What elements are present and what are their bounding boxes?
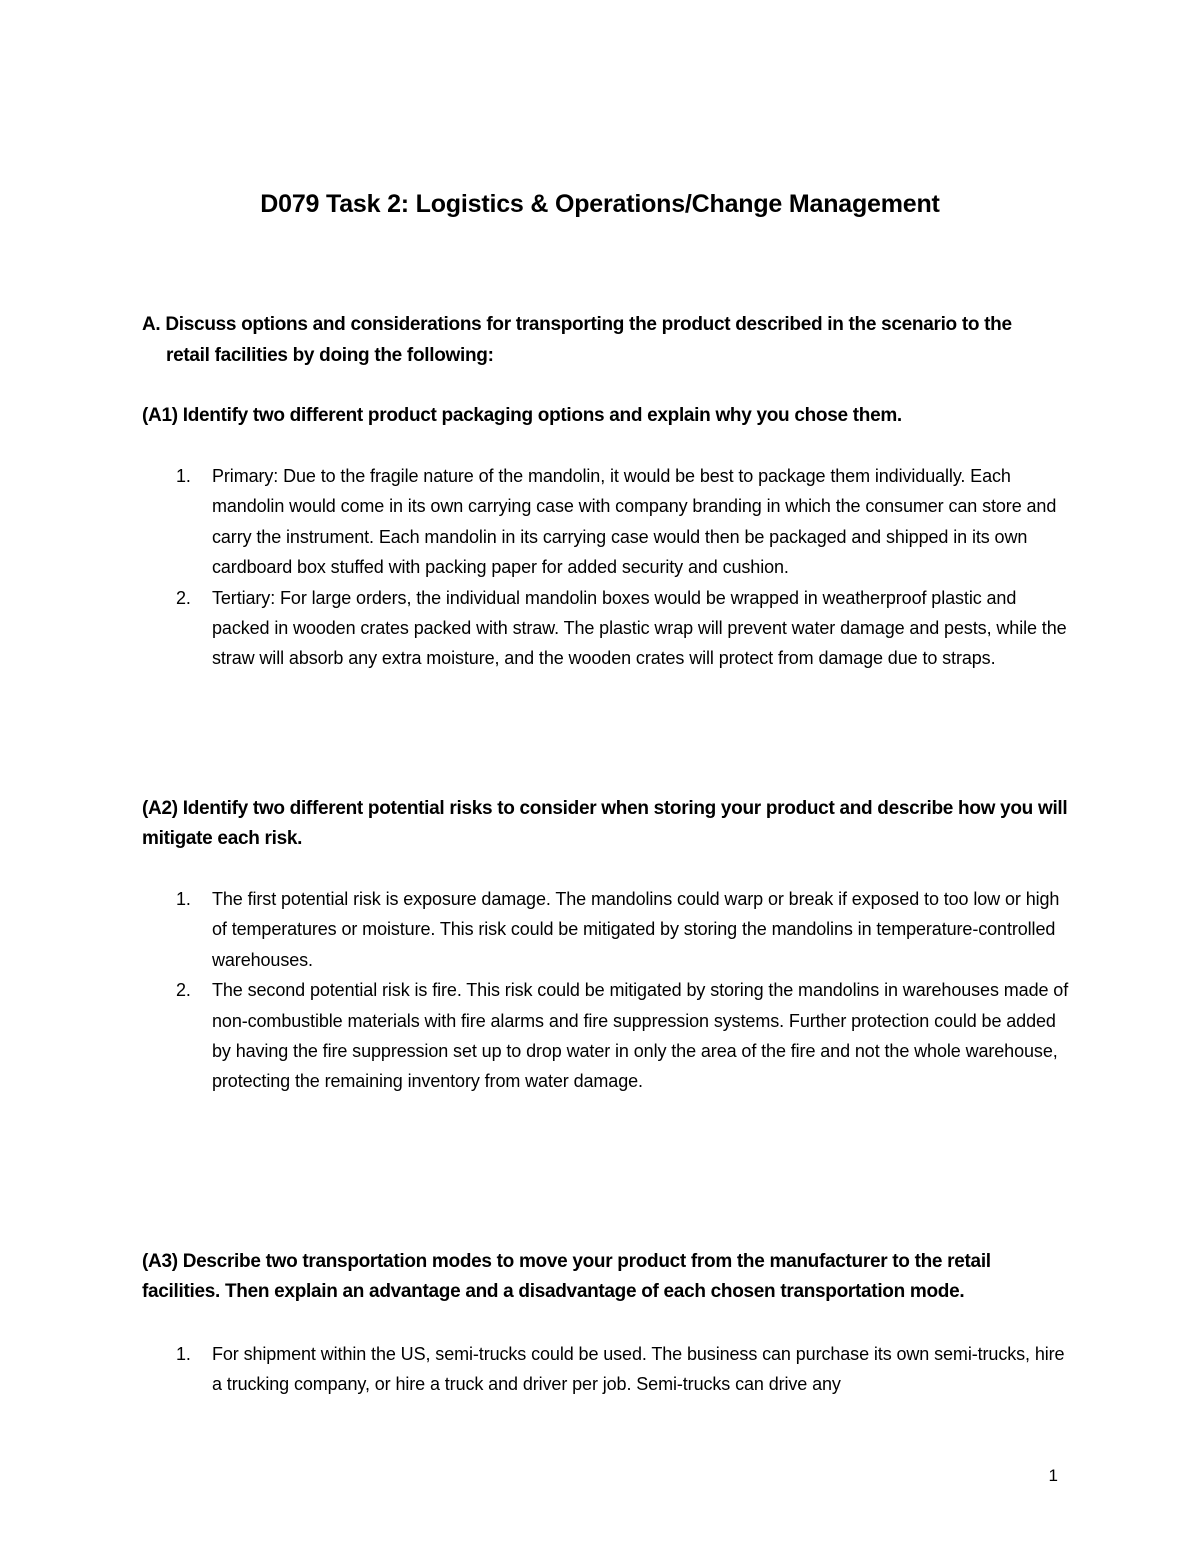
list-item-text: The second potential risk is fire. This risk could be mitigated by storing the mandolins in warehouses made of non-combustible materials with fire alarms and fire suppression systems. Further protection could be added by having the fire suppression set up to drop water in only the area of the fire and not the whole warehouse, protecting the remaining inventory from water damage.	[212, 980, 1069, 1092]
a1-list	[142, 461, 1072, 674]
a1-heading: (A1) Identify two different product packaging options and explain why you chose them.	[142, 405, 902, 426]
document-title: D079 Task 2: Logistics & Operations/Change Management	[260, 190, 940, 218]
list-item	[142, 1339, 1072, 1400]
a3-list	[142, 1339, 1072, 1400]
list-item-text: Primary: Due to the fragile nature of the mandolin, it would be best to package them individually. Each mandolin would come in its own carrying case with company branding in which the consumer can store and carry the instrument. Each mandolin in its carrying case would then be packaged and shipped in its own cardboard box stuffed with packing paper for added security and cushion.	[212, 466, 1057, 578]
list-number: 1.	[176, 1344, 191, 1364]
list-item	[142, 884, 1072, 975]
list-item	[142, 461, 1072, 583]
list-item	[142, 975, 1072, 1097]
list-number: 2.	[176, 587, 191, 608]
list-item-text: Tertiary: For large orders, the individual mandolin boxes would be wrapped in weatherproof plastic and packed in wooden crates packed with straw. The plastic wrap will prevent water damage and pests, while the straw will absorb any extra moisture, and the wooden crates will protect from damage due to straps.	[212, 587, 1067, 669]
a2-list	[142, 884, 1072, 1097]
list-item-text: The first potential risk is exposure damage. The mandolins could warp or break if exposed to too low or high of temperatures or moisture. This risk could be mitigated by storing the mandolins in temperature-controlled warehouses.	[212, 889, 1060, 970]
list-item-text: For shipment within the US, semi-trucks could be used. The business can purchase its own semi-trucks, hire a trucking company, or hire a truck and driver per job. Semi-trucks can drive any	[212, 1344, 1065, 1395]
section-a-line-2: retail facilities by doing the following:	[166, 345, 494, 366]
a3-heading: (A3) Describe two transportation modes to move your product from the manufacturer to the retail facilities. Then explain an advantage and a disadvantage of each chosen transportation mode.	[142, 1251, 991, 1302]
section-a-intro	[142, 309, 1042, 371]
list-number: 1.	[176, 466, 191, 486]
list-number: 2.	[176, 980, 191, 1001]
section-a-line-1: A. Discuss options and considerations for transporting the product described in the scenario to the	[142, 314, 1012, 335]
a2-heading: (A2) Identify two different potential risks to consider when storing your product and describe how you will mitigate each risk.	[142, 798, 1068, 849]
list-number: 1.	[176, 889, 191, 909]
page-number: 1	[1048, 1466, 1058, 1485]
list-item	[142, 583, 1072, 674]
